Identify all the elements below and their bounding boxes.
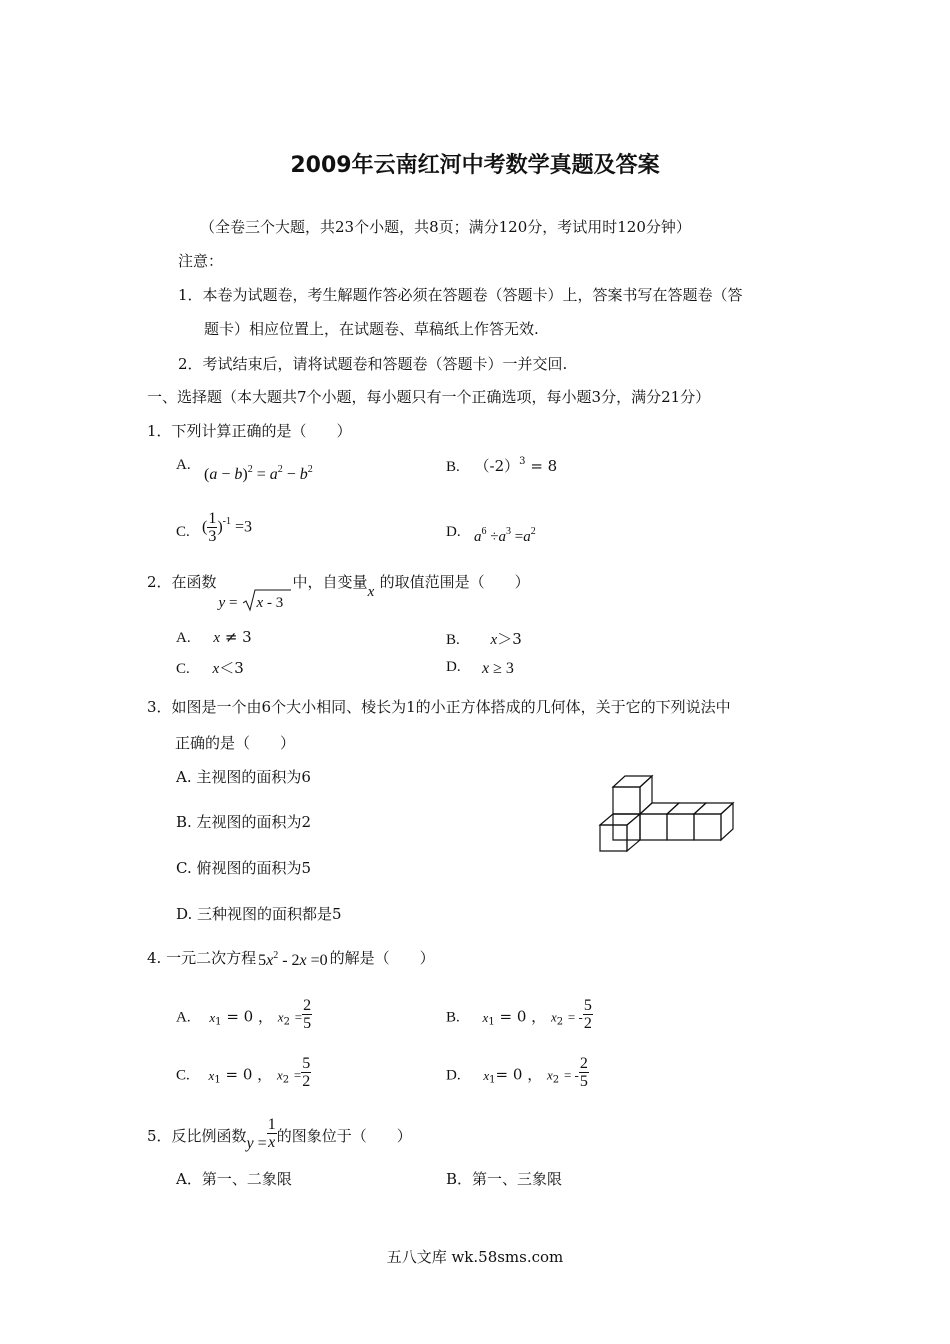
q1-stem: 1．下列计算正确的是（ ） — [147, 422, 352, 440]
q1-option-b — [446, 455, 557, 476]
q4-stem-post: 的解是（ ） — [329, 949, 435, 967]
q4-d-x1: = 0 — [495, 1065, 523, 1084]
q2-a-label: A. — [176, 630, 191, 646]
q1-option-a — [176, 455, 191, 474]
q1-a-label: A. — [176, 457, 191, 473]
q1-c-rest: =3 — [235, 518, 253, 536]
q1-d-label: D. — [446, 524, 461, 540]
q2-stem: 2．在函数 y = x - 3 中，自变量x的取值范围是（ ） — [147, 573, 530, 611]
q4-option-d: D. $x_1= 0$ ， $x_2$ = - $\frac{2}{5}$ — [446, 1055, 588, 1090]
q4-equation: $5x^2 - 2x =0$ — [258, 950, 328, 969]
q2-option-d — [446, 657, 461, 676]
q1-c-label: C. — [176, 524, 190, 540]
q2-option-c: C. x＜3 — [176, 659, 244, 677]
q1-option-c — [176, 522, 190, 541]
q2-option-a: A. x ≠ 3 — [176, 628, 252, 646]
q4-option-a: A. $x_1 = 0$ ， $x_2$ = $\frac{2}{5}$ — [176, 997, 312, 1032]
q4-c-x1: = 0 — [225, 1065, 253, 1084]
page-title: 2009年云南红河中考数学真题及答案 — [290, 153, 660, 178]
q4-b-x1: = 0 — [499, 1007, 527, 1026]
q1-b-base: （-2） — [474, 457, 520, 475]
q4-option-c: C. $x_1 = 0$ ， $x_2$ = $\frac{5}{2}$ — [176, 1055, 311, 1090]
notice-2: 2．考试结束后，请将试题卷和答题卷（答题卡）一并交回. — [178, 355, 568, 373]
q5-stem-post: 的图象位于（ ） — [276, 1127, 412, 1146]
q1-b-exp: 3 — [519, 456, 526, 467]
notice-1b: 题卡）相应位置上，在试题卷、草稿纸上作答无效. — [204, 320, 539, 338]
q4-a-x1: = 0 — [226, 1007, 254, 1026]
q2-d-formula: x ≥ 3 — [482, 660, 514, 677]
q1-d-formula: $a^6 \div a^3 =a^2$ — [474, 526, 536, 545]
q2-b-text: ＞3 — [497, 630, 522, 648]
q2-d-label: D. — [446, 659, 461, 675]
q2-c-text: ＜3 — [219, 659, 244, 677]
q4-d-sep: ， — [527, 1065, 543, 1084]
q4-a-label: A. — [176, 1009, 191, 1026]
q3-option-d: D. 三种视图的面积都是5 — [176, 905, 342, 923]
q1-option-d — [446, 522, 461, 541]
q1-c-formula: ( $\frac{1}{3}$ )$^{-1}$ =3 — [202, 510, 253, 545]
q2-a-text: ≠ 3 — [224, 628, 252, 646]
q5-stem — [147, 1116, 412, 1155]
q5-function: y = $\frac{1}{x}$ — [246, 1116, 276, 1153]
q4-c-sep: ， — [257, 1065, 273, 1084]
q4-stem-pre: 4. 一元二次方程 — [147, 949, 257, 967]
q3-option-c: C. 俯视图的面积为5 — [176, 859, 312, 877]
q3-stem-a: 3．如图是一个由6个大小相同、棱长为1的小正方体搭成的几何体，关于它的下列说法中 — [147, 698, 731, 716]
footer-watermark: 五八文库 wk.58sms.com — [386, 1248, 564, 1266]
section-1-heading: 一、选择题（本大题共7个小题，每小题只有一个正确选项，每小题3分，满分21分） — [147, 388, 711, 406]
cube-stack-figure — [595, 772, 740, 852]
q2-stem-mid: 中，自变量 — [292, 573, 368, 591]
q4-option-b: B. $x_1 = 0$ ， $x_2$ = - $\frac{5}{2}$ — [446, 997, 592, 1032]
q5-option-a: A．第一、二象限 — [176, 1170, 292, 1188]
q5-option-b: B．第一、三象限 — [446, 1170, 563, 1188]
q4-b-sep: ， — [531, 1007, 547, 1026]
q5-stem-pre: 5．反比例函数 — [147, 1127, 247, 1146]
q1-a-formula: $(a - b)^2 = a^2 - b^2$ — [204, 464, 313, 483]
q4-a-sep: ， — [257, 1007, 273, 1026]
q4-d-label: D. — [446, 1067, 461, 1084]
q4-b-label: B. — [446, 1009, 460, 1026]
q1-b-label: B. — [446, 459, 460, 475]
exam-info: （全卷三个大题，共23个小题，共8页；满分120分，考试用时120分钟） — [200, 218, 691, 236]
q1-c-exp: -1 — [222, 516, 231, 528]
q3-stem-b: 正确的是（ ） — [175, 734, 296, 752]
q2-stem-pre: 2．在函数 — [147, 573, 217, 591]
q2-b-label: B. — [446, 632, 460, 648]
q4-c-label: C. — [176, 1067, 190, 1084]
q3-option-a: A. 主视图的面积为6 — [176, 768, 311, 786]
q3-option-b: B. 左视图的面积为2 — [176, 813, 312, 831]
q2-stem-post: 的取值范围是（ ） — [379, 573, 530, 591]
q2-c-label: C. — [176, 661, 190, 677]
notice-1a: 1．本卷为试题卷，考生解题作答必须在答题卷（答题卡）上，答案书写在答题卷（答 — [178, 286, 743, 304]
notice-label: 注意： — [178, 252, 224, 270]
q1-b-rest: = 8 — [530, 457, 558, 475]
q2-option-b: B. x＞3 — [446, 630, 522, 648]
q4-stem — [147, 947, 435, 968]
